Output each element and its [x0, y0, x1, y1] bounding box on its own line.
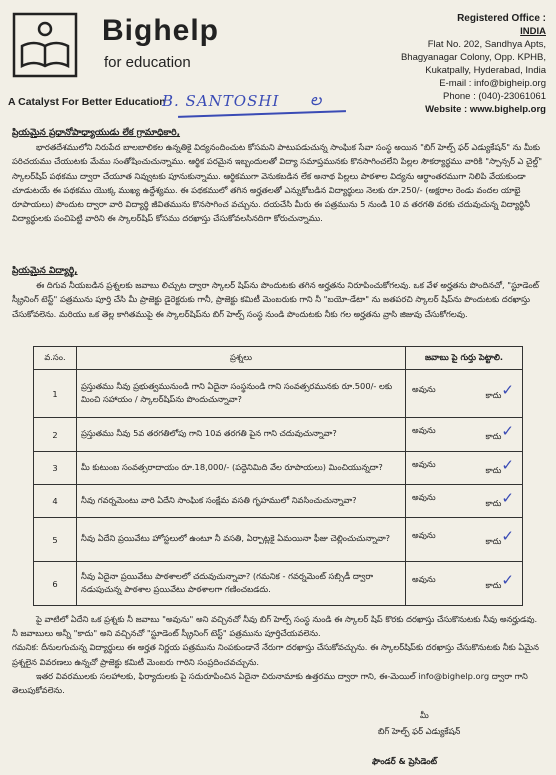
office-address-line: Bhagyanagar Colony, Opp. KPHB,: [400, 52, 546, 63]
row-number: 6: [34, 562, 77, 606]
brand-name: Bighelp: [102, 14, 219, 47]
question-text: మీ కుటుంబ సంవత్సరాదాయం రూ.18,000/- (పద్దెనిమిది వేల రూపాయలు) మించియున్నదా?: [77, 452, 406, 485]
question-text: నీవు ఏదైనా ప్రయివేటు పాఠశాలలో చదువుచున్నావా? (గమనిక - గవర్నమెంట్ సబ్సిడీ ద్వారా నడుపుచున్న పాఠశాల ప్రయివేటు పాఠశాలగా గణించబడదు.: [77, 562, 406, 606]
handwritten-underline: [178, 110, 346, 118]
footer-paragraph-3: ఇతర వివరములకు సలహాలకు, ఫిర్యాదులకు పై సదురూపించిన ఏదైనా చిరునామాకు ఉత్తరము ద్వారా గాని, ఈ-మెయిల్ info@bighelp.org ద్వారా గాని తెలుపుకోవలెను.: [12, 670, 528, 696]
answer-no[interactable]: కాదు: [485, 390, 502, 400]
table-row: [34, 518, 523, 562]
closing: మీ: [420, 710, 429, 720]
registered-office: [336, 12, 546, 116]
row-number: 4: [34, 485, 77, 518]
row-number: 1: [34, 370, 77, 418]
office-address-line: Flat No. 202, Sandhya Apts,: [427, 39, 546, 50]
footer-note: గమనిక: దీనులగుచున్న విద్యార్థులు ఈ అర్హత నిర్ణయ పత్రమును నింపకుండానే నేరుగా దరఖాస్తు చేసుకోవచ్చును. ఈ స్కాలర్‌షిప్‌కు దరఖాస్తు చేసుకొనుటకు నీకు ఏమైన ప్రశ్నలైన వివరణలు ఉన్నచో ప్రాజెక్టు కమిటీ మెంబరు గారిని సంప్రదించవచ్చును.: [12, 642, 539, 667]
letter-paragraph-2: ఈ దిగువ నీయబడిన ప్రశ్నలకు జవాబు లిచ్చుట ద్వారా స్కాలర్ షిప్‌ను పొందుటకు తగిన అర్హతను నిరూపించుకోగలవు. ఒక వేళ అర్హతను పొందినచో, "స్టూడెంట్ స్క్రీనింగ్ టెస్ట్" పత్రమును పూర్తి చేసి మీ ప్రాజెక్టు డైరెక్టరుకు గానీ, ప్రాజెక్టు కమిటీ మెంబరుకు గాని నీ "బయో-డేటా" ను జతపరచి స్కాలర్ షిప్‌ను పొందుటకు దరఖాస్తు చేసుకోవలెను. మరియు ఒక తెల్ల కాగితముపై ఈ స్కాలర్‌షిప్‌ను బిగ్ హెల్ప్ సంస్థ నుండి పొందుటకు నీకు గల అర్హతను వ్రాసి జిజువు చేసుకోగలవు.: [12, 280, 540, 319]
letter-section-1: [12, 126, 544, 225]
brand-tagline: for education: [104, 54, 191, 71]
signatory-organization: బిగ్ హెల్ప్ ఫర్ ఎడ్యుకేషన్: [378, 726, 461, 736]
checkmark-icon: ✓: [501, 571, 514, 589]
office-email: E-mail : info@bigheip.org: [439, 78, 546, 89]
table-row: [34, 562, 523, 606]
office-phone: Phone : (040)-23061061: [443, 91, 546, 102]
answer-yes[interactable]: అవును: [412, 458, 436, 469]
answer-no[interactable]: కాదు: [485, 580, 502, 590]
table-row: [34, 418, 523, 452]
answer-yes[interactable]: అవును: [412, 574, 436, 584]
office-country: INDIA: [520, 26, 546, 37]
footer-paragraph-1: పై వాటిలో ఏదేని ఒక ప్రశ్నకు నీ జవాబు "అవును" అని వచ్చినచో నీవు బిగ్ హెల్ప్ సంస్థ నుండి ఈ స్కాలర్ షిప్ కొరకు దరఖాస్తు చేసుకొనుటకు నీవు అనర్హుడవు. నీ జవాబులు అన్నీ "కాదు" అని వచ్చినచో "స్టూడెంట్ స్క్రీనింగ్ టెస్ట్" పత్రమును పూర్తిచేయవలెను.: [12, 614, 538, 639]
answer-no[interactable]: కాదు: [485, 431, 502, 441]
office-website: Website : www.bighelp.org: [425, 104, 546, 115]
salutation-headmaster: ప్రియమైన ప్రధానోపాధ్యాయుడు లేక గ్రామాధికారి,: [12, 128, 181, 138]
answer-cell[interactable]: [406, 562, 523, 606]
logo-book-icon: [12, 12, 78, 78]
header-answer: జవాబు పై గుర్తు పెట్టాలి.: [406, 347, 523, 370]
answer-cell[interactable]: [406, 518, 523, 562]
salutation-student: ప్రియమైన విద్యార్థి,: [12, 266, 78, 276]
logo: [12, 12, 78, 78]
row-number: 2: [34, 418, 77, 452]
office-title: Registered Office :: [457, 13, 546, 24]
table-row: [34, 485, 523, 518]
row-number: 3: [34, 452, 77, 485]
row-number: 5: [34, 518, 77, 562]
checkmark-icon: ✓: [501, 455, 514, 474]
table-row: [34, 452, 523, 485]
answer-no[interactable]: కాదు: [485, 497, 502, 508]
signatory-title: ఫౌండర్ & ప్రెసిడెంట్: [372, 756, 437, 766]
question-text: ప్రస్తుతము నీవు 5వ తరగతిలోపు గాని 10వ తరగతి పైన గాని చదువుచున్నావా?: [77, 418, 406, 452]
table-row: [34, 370, 523, 418]
checkmark-icon: ✓: [501, 488, 514, 507]
letter-section-2: [12, 264, 544, 321]
header-serial-number: వ.సం.: [34, 347, 77, 370]
catalyst-slogan: A Catalyst For Better Education: [8, 96, 166, 108]
handwritten-mark: ల: [310, 90, 322, 109]
answer-cell[interactable]: [406, 418, 523, 452]
answer-yes[interactable]: అవును: [412, 491, 436, 502]
checkmark-icon: ✓: [501, 527, 514, 545]
handwritten-student-name: B. SANTOSHI: [162, 92, 280, 110]
answer-cell[interactable]: [406, 485, 523, 518]
letter-paragraph-1: భారతదేశములోని నిరుపేద బాలబాలికల ఉన్నతికై విద్యనందించుట కోసమని పాటుపడుచున్న సాంఘిక సేవా సంస్థ అయిన "బిగ్ హెల్ప్ ఫర్ ఎడ్యుకేషన్" ను మీకు పరిచయము చేయుటకు మేము సంతోషించుచున్నాము. ఆర్థిక పరమైన ఇబ్బందులతో విద్యా సమాప్తమునకు కొనసాగించలేని పిల్లల సౌకర్యార్థము వారికి "స్పాన్సర్ ఎ చైల్డ్" స్కాలర్‌షిప్ పథకము ద్వారా చేయూత నివ్వుటకు పూనుకున్నాము. ఆర్థికముగా వెనుకబడిన లేక అనాథ పిల్లలు పాఠశాల విద్యను ఆర్థాంతరముగా నిలిపి వేయకుండా చూడుటయే ఈ పథకము యొక్క ముఖ్య ఉద్దేశ్యము. ఈ పథకములో తగిన అర్హతలతో ఎన్నుకోబడిన విద్యార్థులు నెలకు రూ.250/- (అక్షరాల రెండు వందల యాభై రూపాయలు) పొందుట ద్వారా వారి విద్యార్థి జీవితమును కొనసాగించ వచ్చును. దయచేసి మీరు ఈ పత్రమును 5 నుండి 10 వ తరగతి వరకు చదువుచున్న విద్యార్థినీ విద్యార్థులకు పంచిపెట్టి వారిని ఈ స్కాలర్‌షిప్ కోసము దరఖాస్తు చేసుకోవలసినదిగా కోరుచున్నాము.: [12, 142, 543, 224]
question-text: ప్రస్తుతము నీవు ప్రభుత్వమునుండి గాని ఏదైనా సంస్థనుండి గాని సంవత్సరమునకు రూ.500/- లకు మించి సహాయం / స్కాలర్‌షిప్‌ను పొందుచున్నావా?: [77, 370, 406, 418]
header-questions: ప్రశ్నలు: [77, 347, 406, 370]
answer-yes[interactable]: అవును: [412, 530, 436, 540]
table-header-row: [34, 347, 523, 370]
checkmark-icon: ✓: [501, 422, 514, 440]
office-address-line: Kukatpally, Hyderabad, India: [425, 65, 546, 76]
answer-cell[interactable]: [406, 452, 523, 485]
question-text: నీవు ఏదేని ప్రయివేటు హోస్టలులో ఉంటూ నీ వసతి, ఏర్పాట్లకై ఏమయినా ఫీజు చెల్లించుచున్నావా?: [77, 518, 406, 562]
eligibility-questions-table: [33, 346, 523, 606]
answer-no[interactable]: కాదు: [485, 464, 502, 475]
checkmark-icon: ✓: [501, 381, 514, 399]
answer-no[interactable]: కాదు: [485, 536, 502, 546]
footer-section: [12, 612, 544, 697]
answer-cell[interactable]: [406, 370, 523, 418]
question-text: నీవు గవర్నమెంటు వారి ఏదేని సాంఘిక సంక్షేమ వసతి గృహములో నివసించుచున్నావా?: [77, 485, 406, 518]
answer-yes[interactable]: అవును: [412, 384, 436, 394]
answer-yes[interactable]: అవును: [412, 425, 436, 435]
